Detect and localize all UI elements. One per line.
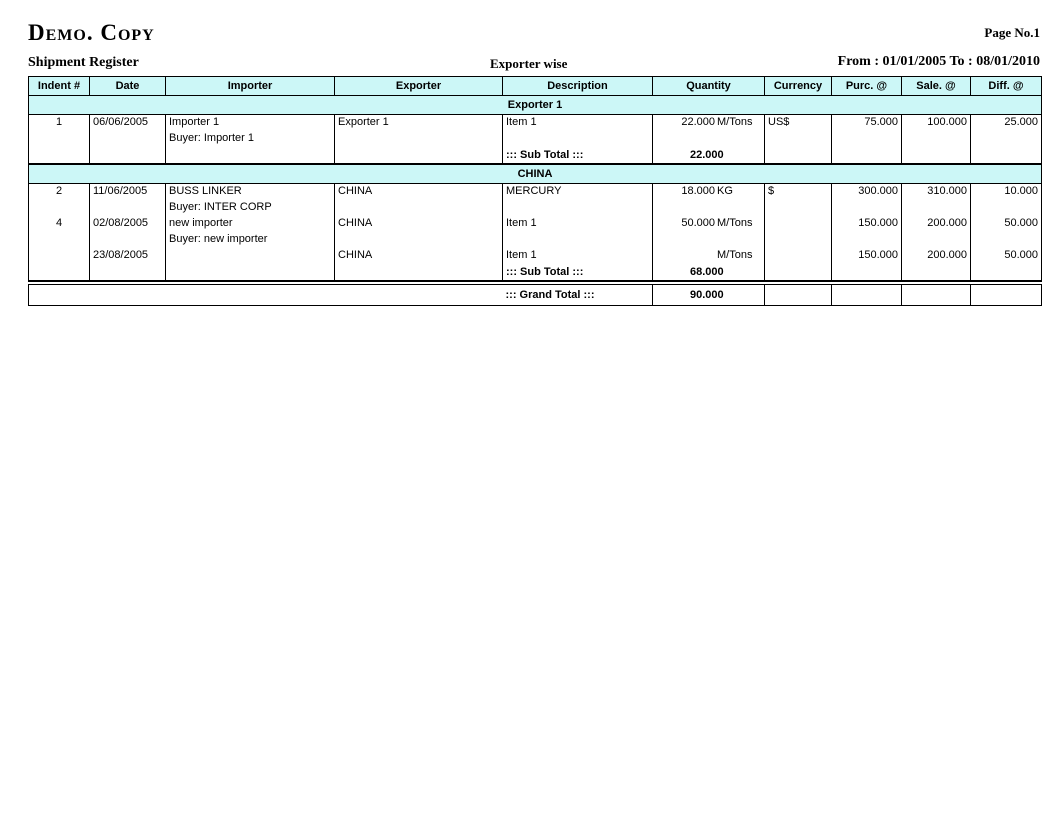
table-row-buyer (29, 200, 1042, 216)
subtotal-row (29, 147, 1042, 164)
importer-cell: new importer (166, 216, 335, 232)
description-cell: Item 1 (503, 115, 653, 132)
col-header-date: Date (90, 77, 166, 96)
col-header-purc: Purc. @ (832, 77, 902, 96)
col-header-quantity: Quantity (653, 77, 765, 96)
sale-cell: 200.000 (902, 216, 971, 232)
col-header-importer: Importer (166, 77, 335, 96)
col-header-sale: Sale. @ (902, 77, 971, 96)
table-row (29, 248, 1042, 264)
col-header-diff: Diff. @ (971, 77, 1042, 96)
currency-cell: US$ (765, 115, 832, 132)
diff-cell: 25.000 (971, 115, 1042, 132)
subtotal-qty: 22.000 (653, 147, 765, 164)
quantity-cell (653, 216, 765, 232)
buyer-cell: Buyer: INTER CORP (166, 200, 335, 216)
date-cell: 23/08/2005 (90, 248, 166, 264)
date-cell: 02/08/2005 (90, 216, 166, 232)
quantity-value: 50.000 (681, 217, 715, 229)
exporter-cell: CHINA (335, 216, 503, 232)
purc-cell: 150.000 (832, 248, 902, 264)
diff-cell: 10.000 (971, 184, 1042, 201)
col-header-description: Description (503, 77, 653, 96)
purc-cell: 150.000 (832, 216, 902, 232)
exporter-cell: Exporter 1 (335, 115, 503, 132)
page-number: Page No.1 (984, 25, 1040, 40)
description-cell: Item 1 (503, 216, 653, 232)
table-row (29, 184, 1042, 201)
indent-cell: 4 (29, 216, 90, 232)
currency-cell (765, 248, 832, 264)
shipment-register-table (28, 76, 1042, 306)
sale-cell: 310.000 (902, 184, 971, 201)
col-header-currency: Currency (765, 77, 832, 96)
purc-cell: 300.000 (832, 184, 902, 201)
importer-cell (166, 248, 335, 264)
table-header-row (29, 77, 1042, 96)
quantity-unit: M/Tons (717, 116, 753, 128)
group-name: Exporter 1 (29, 96, 1042, 115)
importer-cell: BUSS LINKER (166, 184, 335, 201)
description-cell: Item 1 (503, 248, 653, 264)
group-header-row (29, 164, 1042, 184)
subtotal-label: ::: Sub Total ::: (503, 147, 653, 164)
buyer-cell: Buyer: new importer (166, 232, 335, 248)
quantity-value: 18.000 (681, 185, 715, 197)
date-cell: 06/06/2005 (90, 115, 166, 132)
currency-cell (765, 216, 832, 232)
group-name: CHINA (29, 164, 1042, 184)
indent-cell: 2 (29, 184, 90, 201)
col-header-indent: Indent # (29, 77, 90, 96)
quantity-unit: M/Tons (717, 249, 753, 261)
date-range: From : 01/01/2005 To : 08/01/2010 (837, 54, 1040, 69)
sale-cell: 100.000 (902, 115, 971, 132)
exporter-cell: CHINA (335, 184, 503, 201)
subtotal-label: ::: Sub Total ::: (503, 264, 653, 281)
purc-cell: 75.000 (832, 115, 902, 132)
grand-total-label: ::: Grand Total ::: (503, 285, 653, 306)
exporter-cell: CHINA (335, 248, 503, 264)
quantity-cell (653, 184, 765, 201)
importer-cell: Importer 1 (166, 115, 335, 132)
col-header-exporter: Exporter (335, 77, 503, 96)
report-subtitle: Exporter wise (490, 56, 568, 71)
sale-cell: 200.000 (902, 248, 971, 264)
quantity-unit: M/Tons (717, 217, 753, 229)
report-title: Shipment Register (28, 55, 139, 70)
table-row-buyer (29, 131, 1042, 147)
quantity-value: 22.000 (681, 116, 715, 128)
subtotal-row (29, 264, 1042, 281)
group-header-row (29, 96, 1042, 115)
diff-cell: 50.000 (971, 248, 1042, 264)
quantity-cell (653, 115, 765, 132)
subtotal-qty: 68.000 (653, 264, 765, 281)
table-row (29, 216, 1042, 232)
description-cell: MERCURY (503, 184, 653, 201)
demo-copy-label: Demo. Copy (28, 20, 155, 45)
quantity-unit: KG (717, 185, 733, 197)
table-row-buyer (29, 232, 1042, 248)
indent-cell: 1 (29, 115, 90, 132)
buyer-cell: Buyer: Importer 1 (166, 131, 335, 147)
table-row (29, 115, 1042, 132)
quantity-cell (653, 248, 765, 264)
diff-cell: 50.000 (971, 216, 1042, 232)
currency-cell: $ (765, 184, 832, 201)
grand-total-qty: 90.000 (653, 285, 765, 306)
grand-total-row (29, 285, 1042, 306)
indent-cell (29, 248, 90, 264)
date-cell: 11/06/2005 (90, 184, 166, 201)
